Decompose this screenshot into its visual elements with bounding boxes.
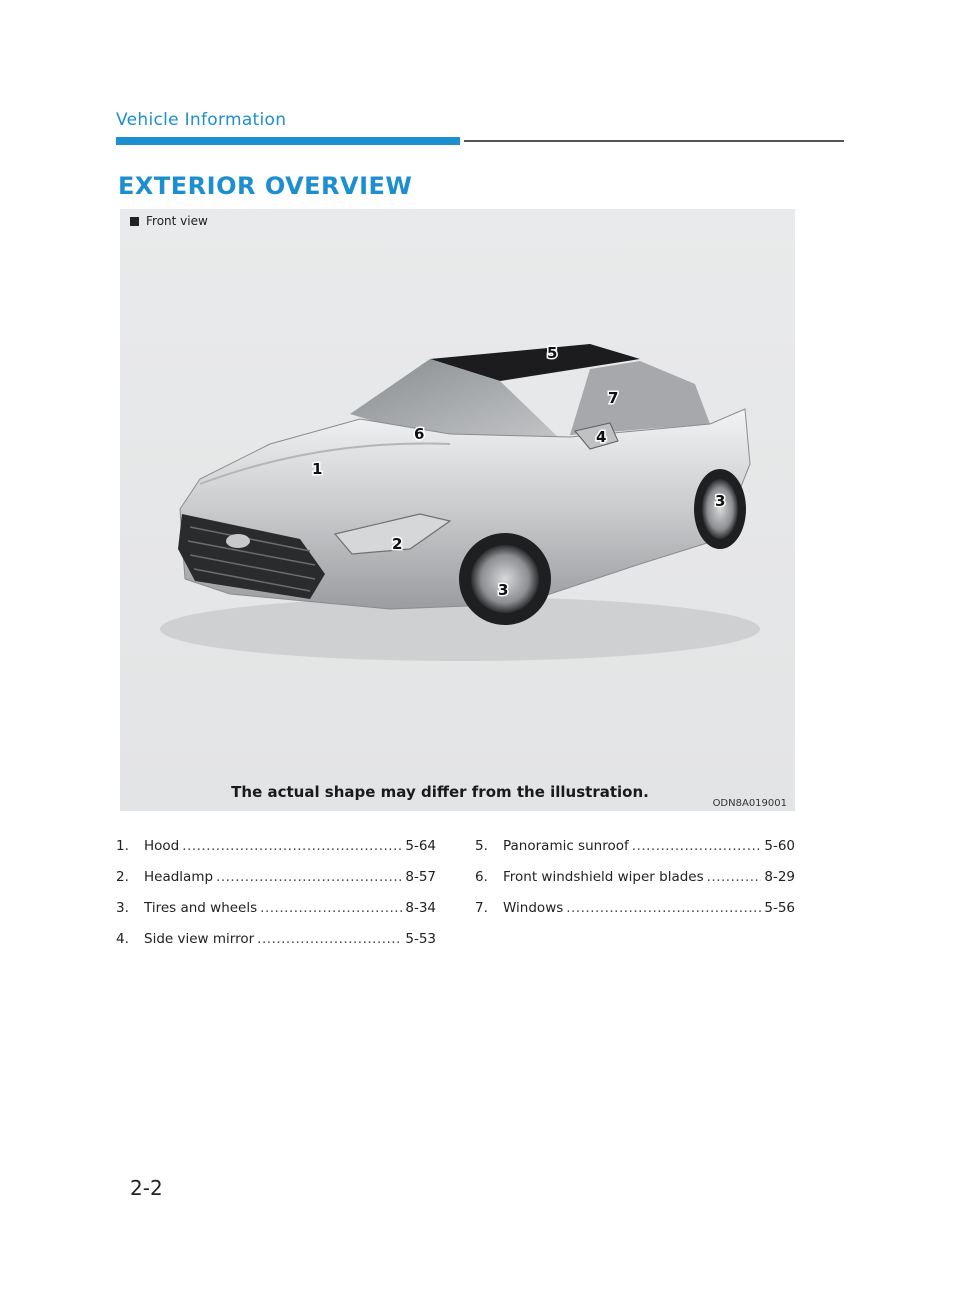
item-page: 5-53 xyxy=(405,931,436,947)
logo-emblem xyxy=(226,534,250,548)
car-illustration xyxy=(120,209,795,811)
leader-dots xyxy=(257,931,402,947)
header-bar-rule xyxy=(464,140,844,142)
callout-6: 6 xyxy=(414,425,425,443)
leader-dots xyxy=(260,900,402,916)
list-item xyxy=(116,931,436,962)
section-title: EXTERIOR OVERVIEW xyxy=(118,172,413,200)
side-windows xyxy=(570,361,710,435)
leader-dots xyxy=(707,869,762,885)
callout-4: 4 xyxy=(596,428,607,446)
callout-3-front: 3 xyxy=(498,581,509,599)
item-number: 3. xyxy=(116,900,129,916)
parts-list-left xyxy=(116,838,436,962)
item-page: 8-29 xyxy=(764,869,795,885)
callout-7: 7 xyxy=(608,389,619,407)
item-label: Front windshield wiper blades xyxy=(503,869,704,885)
item-label: Panoramic sunroof xyxy=(503,838,629,854)
list-item xyxy=(116,900,436,931)
item-page: 8-34 xyxy=(405,900,436,916)
parts-list-right xyxy=(475,838,795,931)
header-title: Vehicle Information xyxy=(116,110,287,130)
item-number: 1. xyxy=(116,838,129,854)
callout-5: 5 xyxy=(547,344,558,362)
figure-caption: The actual shape may differ from the illustration. xyxy=(231,783,649,801)
figure-code: ODN8A019001 xyxy=(712,798,787,809)
list-item xyxy=(475,838,795,869)
item-label: Headlamp xyxy=(144,869,214,885)
car-illustration-figure xyxy=(120,209,795,811)
callout-3-rear: 3 xyxy=(715,492,726,510)
item-number: 5. xyxy=(475,838,488,854)
list-item xyxy=(116,869,436,900)
page-number: 2-2 xyxy=(130,1176,163,1200)
item-number: 6. xyxy=(475,869,488,885)
item-page: 5-56 xyxy=(764,900,795,916)
header-bar-accent xyxy=(116,137,460,145)
item-label: Hood xyxy=(144,838,180,854)
item-number: 7. xyxy=(475,900,488,916)
leader-dots xyxy=(216,869,402,885)
leader-dots xyxy=(566,900,761,916)
figure-label-text: Front view xyxy=(146,214,208,228)
item-label: Side view mirror xyxy=(144,931,255,947)
leader-dots xyxy=(182,838,402,854)
item-number: 2. xyxy=(116,869,129,885)
list-item xyxy=(475,869,795,900)
item-page: 5-60 xyxy=(764,838,795,854)
callout-1: 1 xyxy=(312,460,323,478)
list-item xyxy=(475,900,795,931)
item-label: Windows xyxy=(503,900,564,916)
front-wheel xyxy=(471,545,539,613)
item-number: 4. xyxy=(116,931,129,947)
item-label: Tires and wheels xyxy=(144,900,258,916)
list-item xyxy=(116,838,436,869)
item-page: 8-57 xyxy=(405,869,436,885)
leader-dots xyxy=(632,838,762,854)
callout-2: 2 xyxy=(392,535,403,553)
item-page: 5-64 xyxy=(405,838,436,854)
